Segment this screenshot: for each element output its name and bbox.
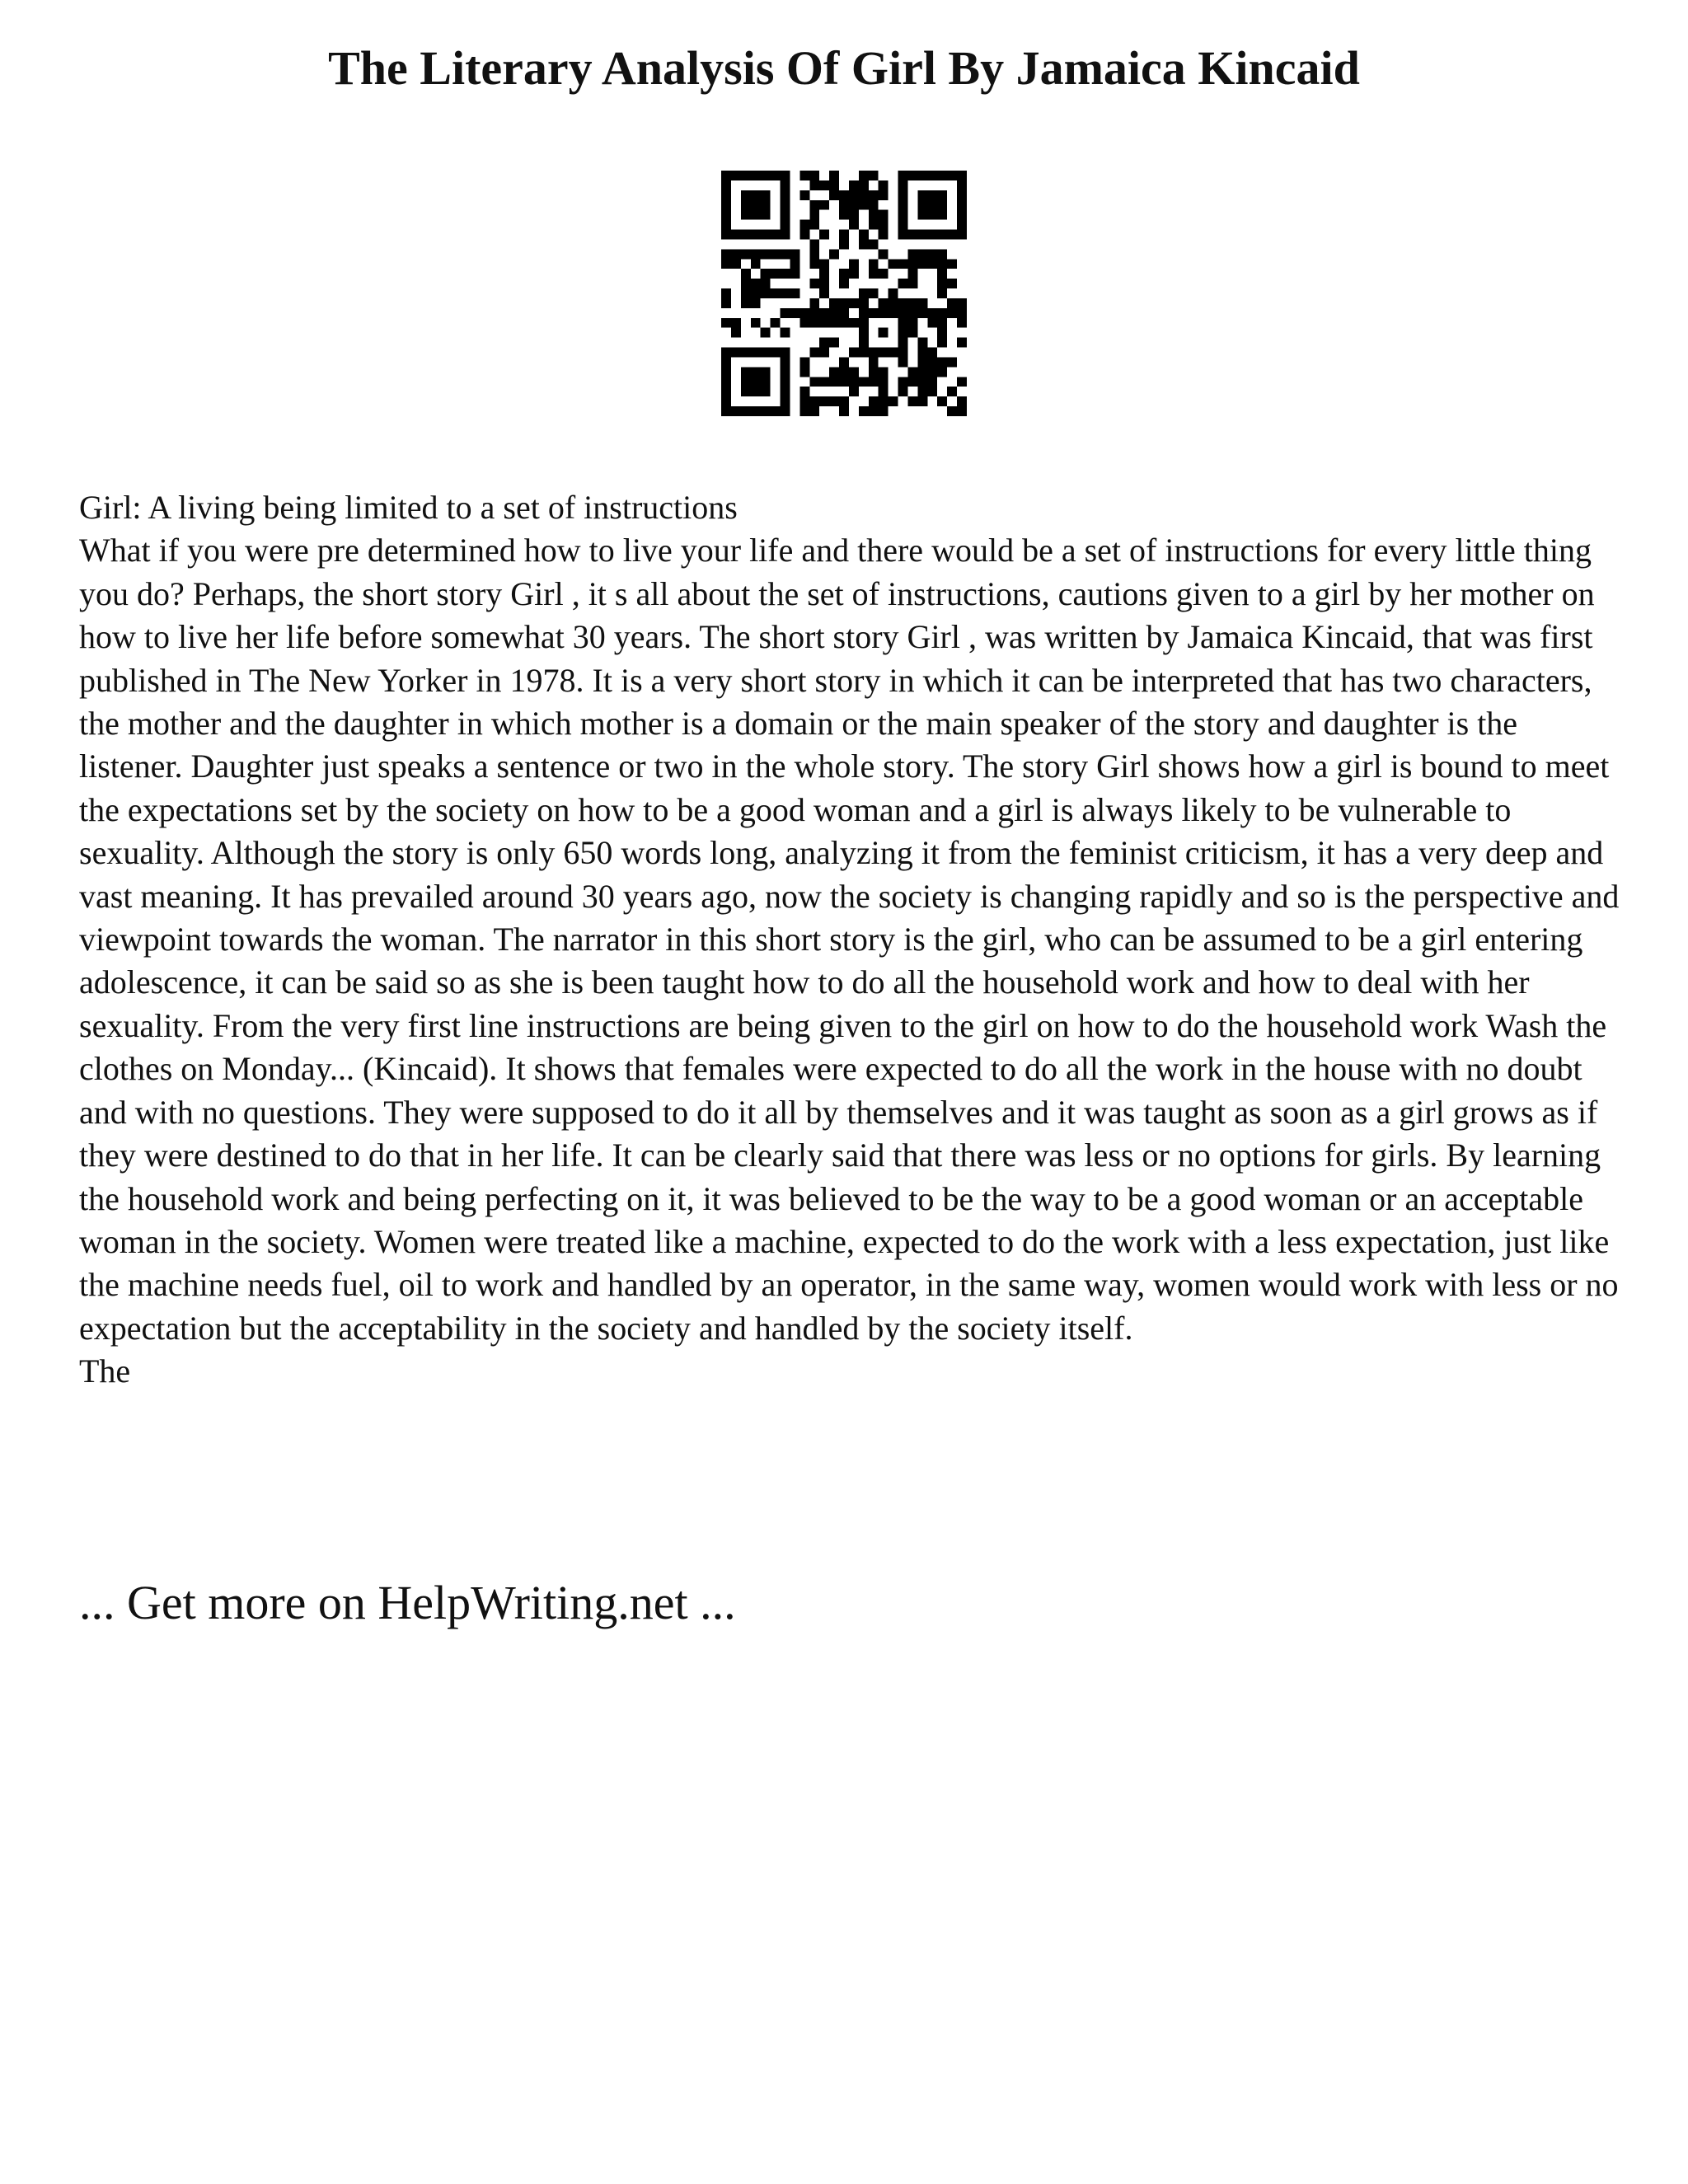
qr-code-icon[interactable] xyxy=(721,171,967,416)
essay-body xyxy=(79,486,1629,1394)
essay-subtitle: Girl: A living being limited to a set of instructions xyxy=(79,489,738,526)
get-more-link[interactable]: ... Get more on HelpWriting.net ... xyxy=(79,1576,736,1629)
document-title: The Literary Analysis Of Girl By Jamaica Kincaid xyxy=(328,41,1360,95)
essay-trailing-word: The xyxy=(79,1352,131,1390)
essay-paragraph: What if you were pre determined how to live your life and there would be a set of instructions for every little thing you do? Perhaps, the short story Girl , it s all about the set of instructions, cautions given to a girl by her mother on how to live her life before somewhat 30 years. The short story Girl , was written by Jamaica Kincaid, that was first published in The New Yorker in 1978. It is a very short story in which it can be interpreted that has two characters, the mother and the daughter in which mother is a domain or the main speaker of the story and daughter is the listener. Daughter just speaks a sentence or two in the whole story. The story Girl shows how a girl is bound to meet the expectations set by the society on how to be a good woman and a girl is always likely to be vulnerable to sexuality. Although the story is only 650 words long, analyzing it from the feminist criticism, it has a very deep and vast meaning. It has prevailed around 30 years ago, now the society is changing rapidly and so is the perspective and viewpoint towards the woman. The narrator in this short story is the girl, who can be assumed to be a girl entering adolescence, it can be said so as she is been taught how to do all the household work and how to deal with her sexuality. From the very first line instructions are being given to the girl on how to do the household work Wash the clothes on Monday... (Kincaid). It shows that females were expected to do all the work in the house with no doubt and with no questions. They were supposed to do it all by themselves and it was taught as soon as a girl grows as if they were destined to do that in her life. It can be clearly said that there was less or no options for girls. By learning the household work and being perfecting on it, it was believed to be the way to be a good woman or an acceptable woman in the society. Women were treated like a machine, expected to do the work with a less expectation, just like the machine needs fuel, oil to work and handled by an operator, in the same way, women would work with less or no expectation but the acceptability in the society and handled by the society itself. xyxy=(79,532,1620,1347)
